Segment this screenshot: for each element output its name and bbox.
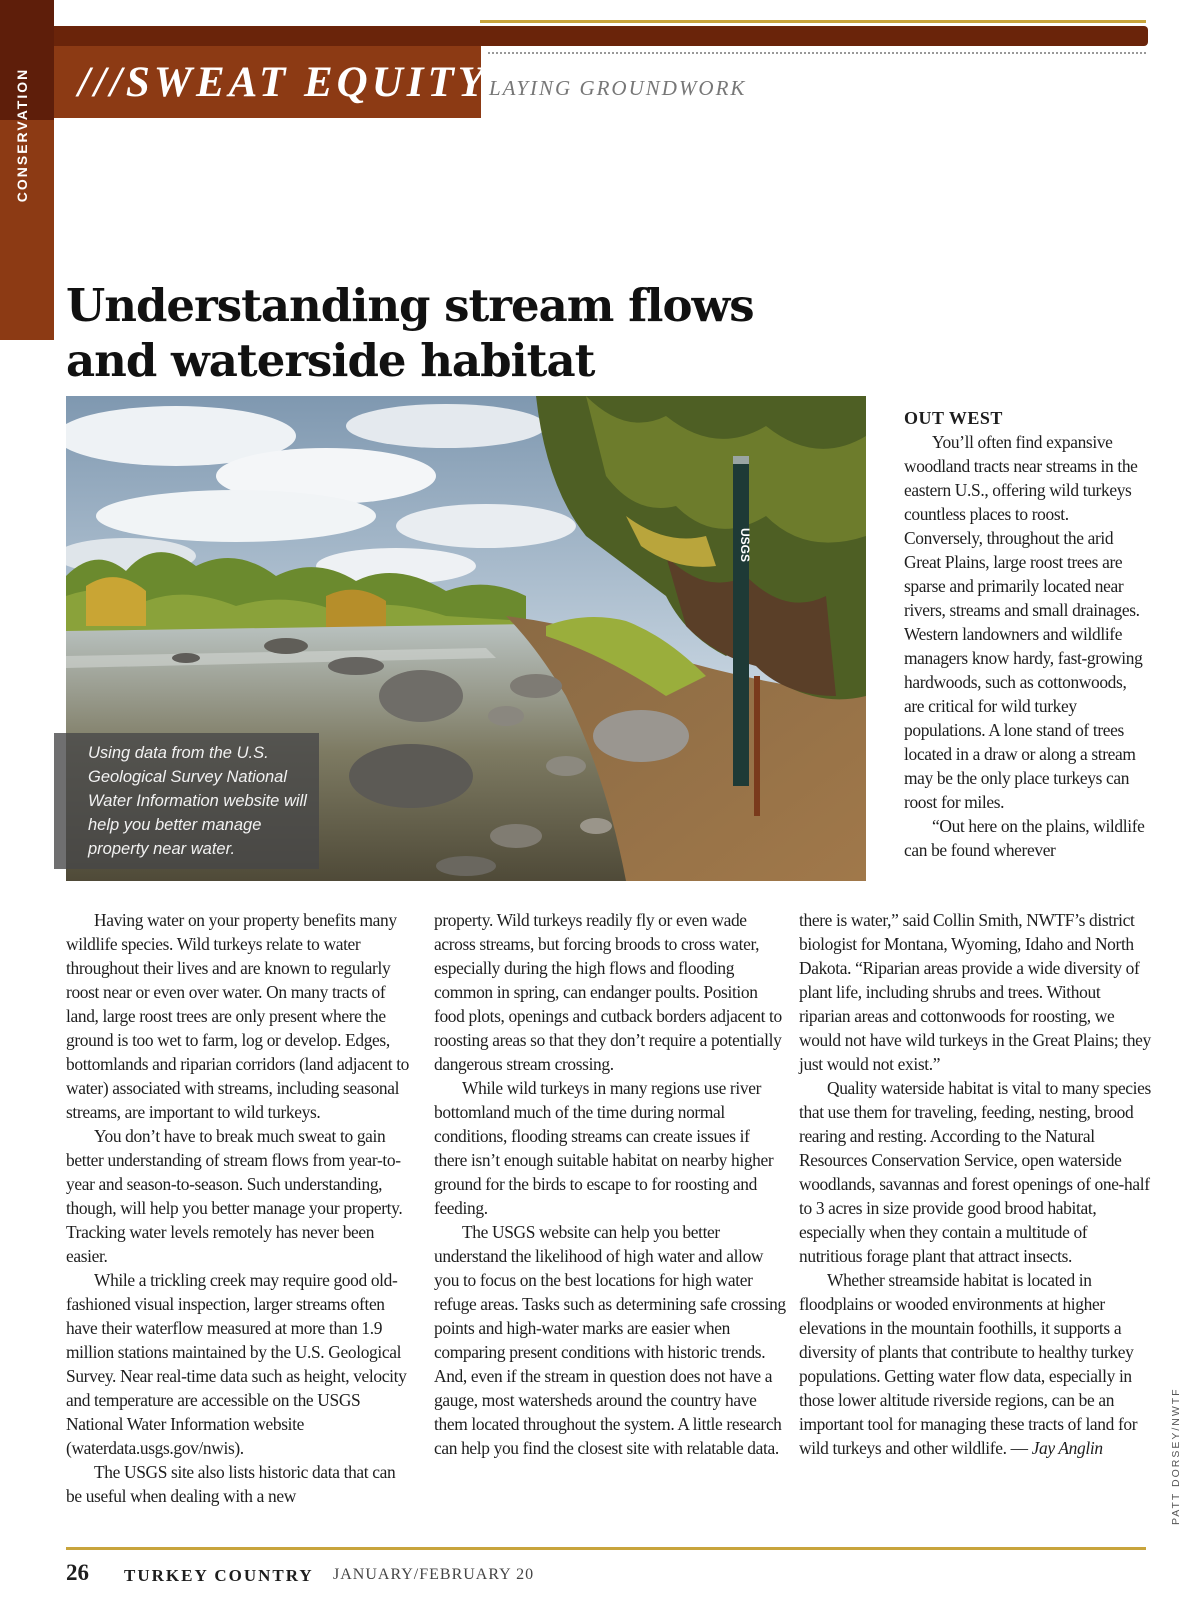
paragraph: The USGS site also lists historic data that can be useful when dealing with a new (66, 1462, 396, 1506)
paragraph: property. Wild turkeys readily fly or even wade across streams, but forcing broods to cross water, especially during the high flows and flooding common in spring, can endanger poults. Position food plots, openings and cutback borders adjacent to roosting areas so that they don’t require a potentially dangerous stream crossing. (434, 910, 782, 1074)
paragraph: Having water on your property benefits many wildlife species. Wild turkeys relate to water throughout their lives and are known to regularly roost near or even over water. On many tracts of land, large roost trees are only present where the ground is too wet to farm, log or develop. Edges, bottomlands and riparian corridors (land adjacent to water) associated with streams, including seasonal streams, are important to wild turkeys. (66, 910, 410, 1122)
usgs-gauge-label: USGS (738, 528, 752, 563)
header-dark-bar (54, 26, 1148, 46)
header-dotted-rule (488, 52, 1146, 54)
department-subtitle: LAYING GROUNDWORK (489, 76, 747, 100)
issue-date: JANUARY/FEBRUARY 20 (333, 1566, 535, 1583)
paragraph: While wild turkeys in many regions use river bottomland much of the time during normal conditions, flooding streams can create issues if there isn’t enough suitable habitat on nearby higher ground for the birds to escape to for roosting and feeding. (434, 1078, 774, 1218)
article-column-2 (434, 908, 786, 1460)
paragraph: Quality waterside habitat is vital to many species that use them for traveling, feeding, nesting, brood rearing and resting. According to the Natural Resources Conservation Service, open waterside woodlands, savannas and forest openings of one-half to 3 acres in size provide good brood habitat, especially when they contain a multitude of nutritious forage plant that attract insects. (799, 1078, 1151, 1266)
department-title: ///SWEAT EQUITY (78, 59, 489, 106)
photo-caption: Using data from the U.S. Geological Survey National Water Information website will help you better manage property near water. (88, 744, 307, 858)
header-gold-rule (480, 20, 1146, 23)
paragraph: “Out here on the plains, wildlife can be found wherever (904, 816, 1145, 860)
paragraph: You’ll often find expansive woodland tracts near streams in the eastern U.S., offering wild turkeys countless places to roost. Conversely, throughout the arid Great Plains, large roost trees are sparse and primarily located near rivers, streams and small drainages. Western landowners and wildlife managers know hardy, fast-growing hardwoods, such as cottonwoods, are critical for wild turkey populations. A lone stand of trees located in a draw or along a stream may be the only place turkeys can roost for miles. (904, 432, 1143, 812)
article-column-3-top (904, 406, 1148, 862)
paragraph: The USGS website can help you better understand the likelihood of high water and allow you to focus on the best locations for high water refuge areas. Tasks such as determining safe crossing points and high-water marks are easier when comparing present conditions with historic trends. And, even if the stream in question does not have a gauge, most watersheds around the country have them located throughout the system. A little research can help you find the closest site with relatable data. (434, 1222, 786, 1458)
page-number: 26 (66, 1560, 89, 1585)
footer-gold-rule (66, 1547, 1146, 1550)
photo-credit: PATT DORSEY/NWTF (1170, 1387, 1182, 1525)
author-signature: Jay Anglin (1031, 1438, 1103, 1458)
section-subhead: OUT WEST (904, 408, 1003, 428)
paragraph: While a trickling creek may require good old-fashioned visual inspection, larger streams often have their waterflow measured at more than 1.9 million stations maintained by the U.S. Geological Survey. Near real-time data such as height, velocity and temperature are accessible on the USGS National Water Information website (waterdata.usgs.gov/nwis). (66, 1270, 407, 1458)
magazine-name: TURKEY COUNTRY (124, 1566, 314, 1585)
article-column-3-bottom (799, 908, 1151, 1460)
paragraph (799, 1268, 1151, 1460)
article-column-1 (66, 908, 414, 1508)
article-headline: Understanding stream flows and waterside habitat (66, 279, 754, 387)
paragraph: You don’t have to break much sweat to gain better understanding of stream flows from year-to-year and season-to-season. Such understanding, though, will help you better manage your property. Tracking water levels remotely has never been easier. (66, 1126, 403, 1266)
paragraph-text: Whether streamside habitat is located in floodplains or wooded environments at higher elevations in the mountain foothills, it supports a diversity of plants that contribute to healthy turkey populations. Getting water flow data, especially in those lower altitude riverside regions, can be an important tool for managing these tracts of land for wild turkeys and other wildlife. — (799, 1270, 1138, 1458)
paragraph: there is water,” said Collin Smith, NWTF’s district biologist for Montana, Wyoming, Idaho and North Dakota. “Riparian areas provide a wide diversity of plant life, including shrubs and trees. Without riparian areas and cottonwoods for roosting, we would not have wild turkeys in the Great Plains; they just would not exist.” (799, 910, 1151, 1074)
section-tab-label: CONSERVATION (14, 67, 30, 203)
